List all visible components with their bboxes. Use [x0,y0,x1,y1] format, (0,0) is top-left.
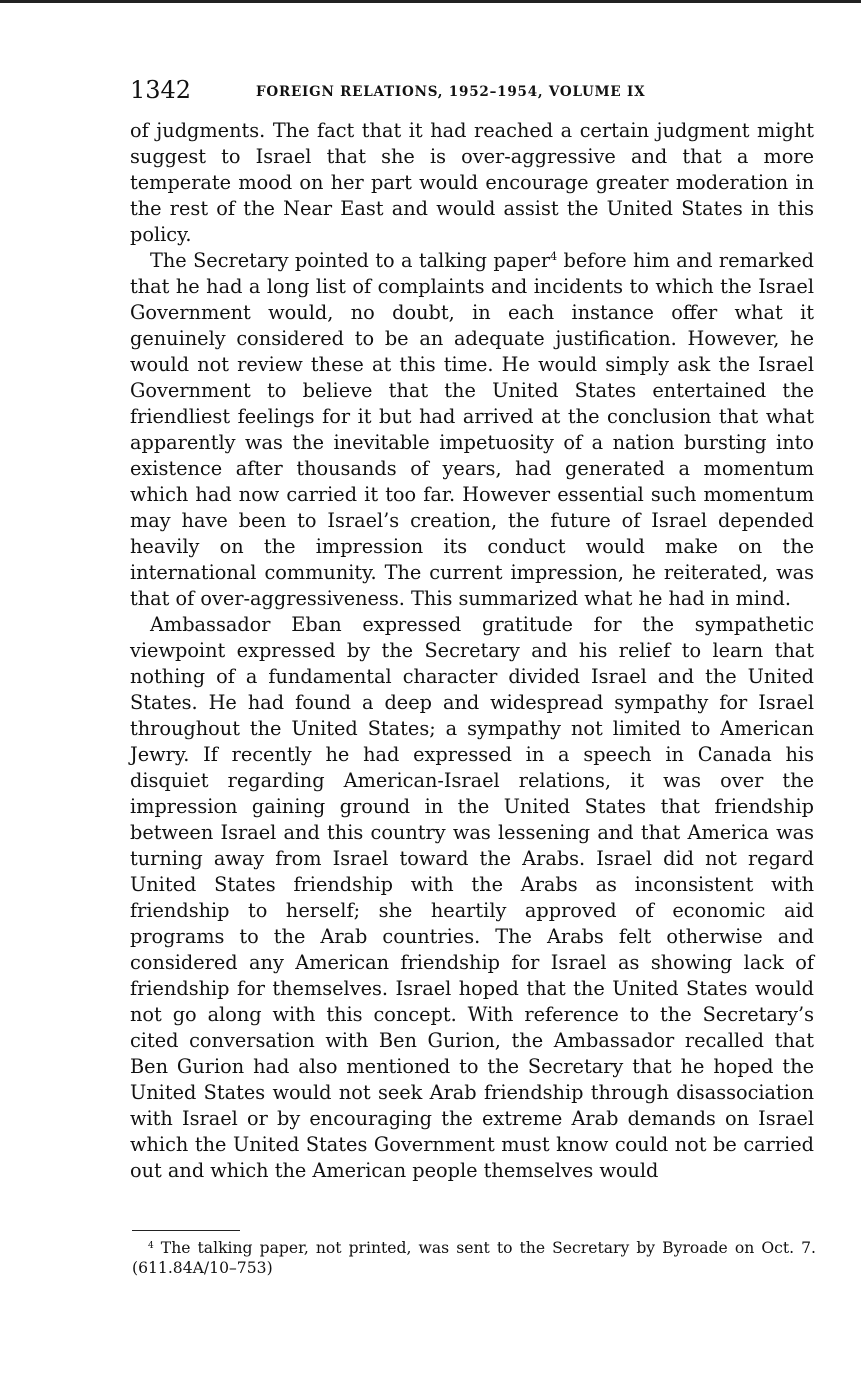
footnote-divider [132,1230,240,1231]
running-title: FOREIGN RELATIONS, 1952–1954, VOLUME IX [256,84,646,100]
top-border-rule [0,0,861,3]
page-header [130,76,820,106]
paragraph-2-text-end: before him and remarked that he had a long list of complaints and incidents to which the Israel Government would, no doubt, in each instance offer what it genuinely considered to be an adequate justification. However, he would not review these at this time. He would simply ask the Israel Government to believe that the United States entertained the friendliest feelings for it but had arrived at the conclusion that what apparently was the inevitable impetuosity of a nation bursting into existence after thousands of years, had generated a momentum which had now carried it too far. However essential such momentum may have been to Israel’s creation, the future of Israel depended heavily on the impression its conduct would make on the international community. The current impression, he reiterated, was that of over-aggressiveness. This summarized what he had in mind. [130,249,814,610]
paragraph-2 [130,248,814,612]
footnote-marker: 4 [148,1241,154,1251]
body-text [130,118,814,1184]
footnote-text: The talking paper, not printed, was sent to the Secretary by Byroade on Oct. 7. (611.84A/10–753) [132,1239,816,1277]
paragraph-3: Ambassador Eban expressed gratitude for the sympathetic viewpoint expressed by the Secretary and his relief to learn that nothing of a fundamental character divided Israel and the United States. He had found a deep and widespread sympathy for Israel throughout the United States; a sympathy not limited to American Jewry. If recently he had expressed in a speech in Canada his disquiet regarding American-Israel relations, it was over the impression gaining ground in the United States that friendship between Israel and this country was lessening and that America was turning away from Israel toward the Arabs. Israel did not regard United States friendship with the Arabs as inconsistent with friendship to herself; she heartily approved of economic aid programs to the Arab countries. The Arabs felt otherwise and considered any American friendship for Israel as showing lack of friendship for themselves. Israel hoped that the United States would not go along with this concept. With reference to the Secretary’s cited conversation with Ben Gurion, the Ambassador recalled that Ben Gurion had also mentioned to the Secretary that he hoped the United States would not seek Arab friendship through disassociation with Israel or by encouraging the extreme Arab demands on Israel which the United States Government must know could not be carried out and which the American people themselves would [130,613,814,1182]
paragraph-2-text-start: The Secretary pointed to a talking paper [150,249,551,272]
paragraph-1: of judgments. The fact that it had reached a certain judgment might suggest to Israel that she is over-aggressive and that a more temperate mood on her part would encourage greater moderation in the rest of the Near East and would assist the United States in this policy. [130,119,814,246]
footnote [132,1238,816,1278]
page-number: 1342 [130,76,192,104]
footnote-reference: 4 [550,250,558,263]
